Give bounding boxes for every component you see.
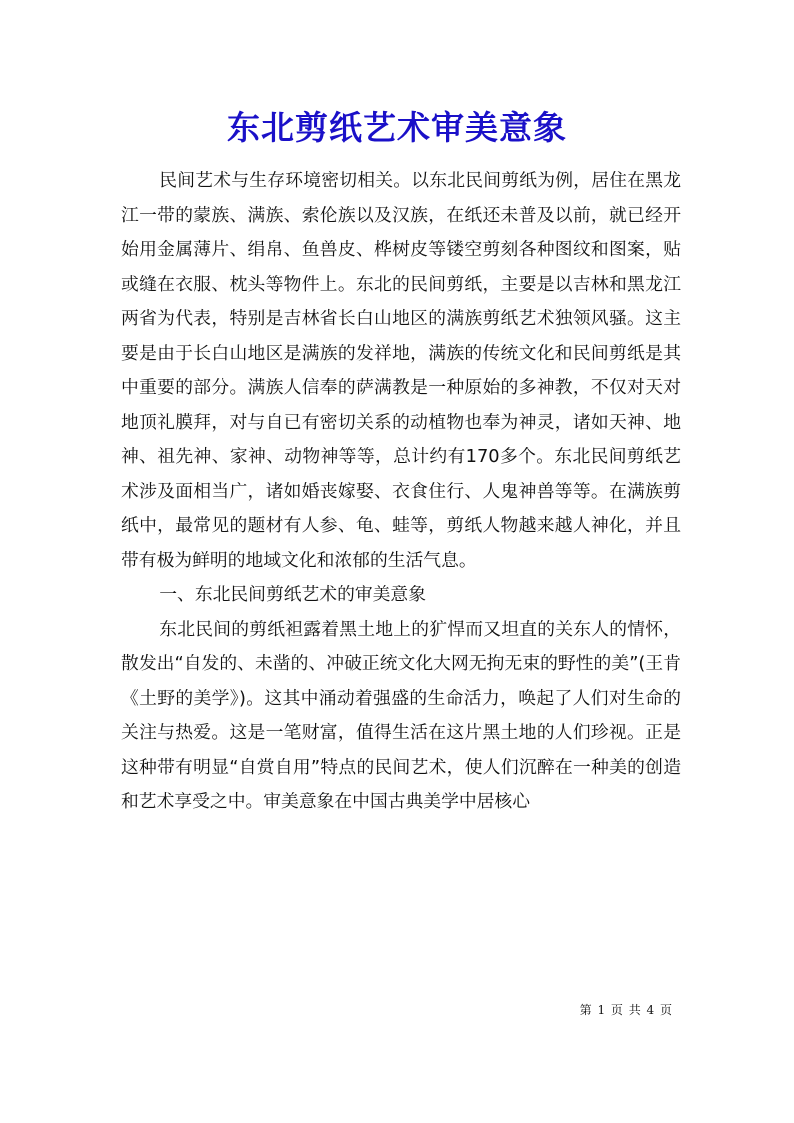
document-body (121, 164, 681, 820)
paragraph-intro: 民间艺术与生存环境密切相关。以东北民间剪纸为例，居住在黑龙江一带的蒙族、满族、索伦族以及汉族，在纸还未普及以前，就已经开始用金属薄片、绢帛、鱼兽皮、桦树皮等镂空剪刻各种图纹和图案，贴或缝在衣服、枕头等物件上。东北的民间剪纸，主要是以吉林和黑龙江两省为代表，特别是吉林省长白山地区的满族剪纸艺术独领风骚。这主要是由于长白山地区是满族的发祥地，满族的传统文化和民间剪纸是其中重要的部分。满族人信奉的萨满教是一种原始的多神教，不仅对天对地顶礼膜拜，对与自已有密切关系的动植物也奉为神灵，诸如天神、地神、祖先神、家神、动物神等等，总计约有170多个。东北民间剪纸艺术涉及面相当广，诸如婚丧嫁娶、衣食住行、人鬼神兽等等。在满族剪纸中，最常见的题材有人参、龟、蛙等，剪纸人物越来越人神化，并且带有极为鲜明的地域文化和浓郁的生活气息。 (121, 170, 681, 571)
page-number-footer: 第 1 页 共 4 页 (579, 1003, 673, 1017)
paragraph-aesthetics: 东北民间的剪纸袒露着黑土地上的犷悍而又坦直的关东人的情怀，散发出“自发的、未凿的、冲破正统文化大网无拘无束的野性的美”(王肯《土野的美学》)。这其中涌动着强盛的生命活力，唤起了人们对生命的关注与热爱。这是一笔财富，值得生活在这片黑土地的人们珍视。正是这种带有明显“自赏自用”特点的民间艺术，使人们沉醉在一种美的创造和艺术享受之中。审美意象在中国古典美学中居核心 (121, 618, 681, 812)
section-heading: 一、东北民间剪纸艺术的审美意象 (159, 584, 426, 605)
document-title: 东北剪纸艺术审美意象 (227, 108, 567, 147)
